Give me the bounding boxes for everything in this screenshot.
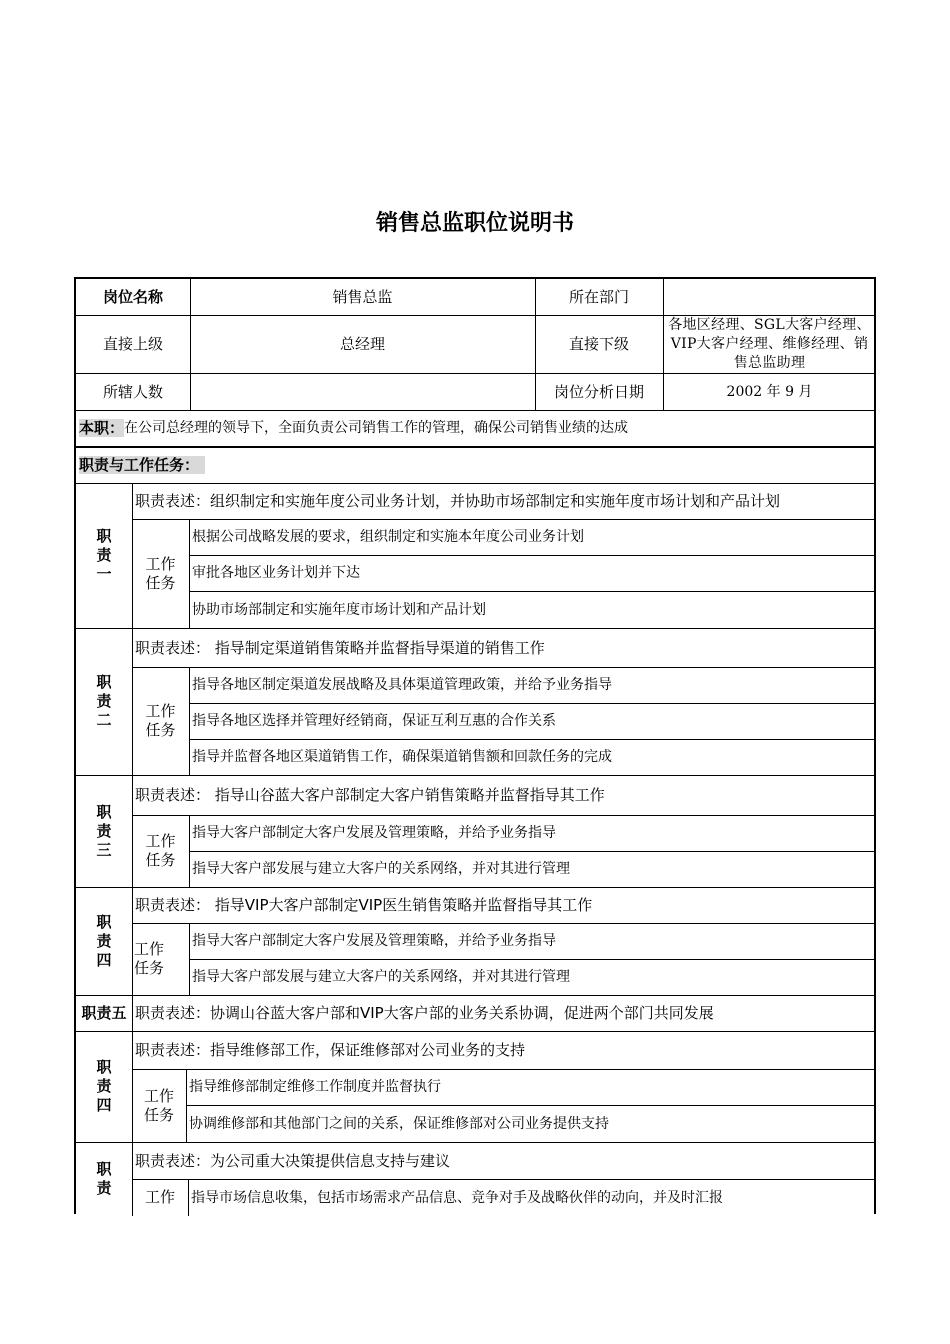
rule xyxy=(189,519,190,628)
resp1-statement: 职责表述：组织制定和实施年度公司业务计划，并协助市场部制定和实施年度市场计划和产品计划 xyxy=(135,492,781,510)
resp1-work-label: 工作 任务 xyxy=(145,554,176,592)
superior-label: 直接上级 xyxy=(102,335,163,353)
rule xyxy=(76,1142,876,1143)
resp3-task-1: 指导大客户部制定大客户发展及管理策略，并给予业务指导 xyxy=(192,825,556,841)
resp5-statement: 职责表述：协调山谷蓝大客户部和VIP大客户部的业务关系协调，促进两个部门共同发展 xyxy=(135,1004,714,1022)
superior-value: 总经理 xyxy=(339,335,385,353)
rule xyxy=(189,667,190,775)
rule xyxy=(132,923,876,924)
rule xyxy=(189,959,876,960)
rule xyxy=(132,519,876,520)
resp6-work-label: 工作 任务 xyxy=(143,1086,174,1124)
section-label: 职责与工作任务： xyxy=(79,456,205,474)
rule xyxy=(132,667,876,668)
job-name-value: 销售总监 xyxy=(332,288,393,306)
rule xyxy=(76,373,876,374)
dept-label: 所在部门 xyxy=(568,288,629,306)
resp2-statement: 职责表述： 指导制定渠道销售策略并监督指导渠道的销售工作 xyxy=(135,638,545,657)
resp7-work-label: 工作 xyxy=(144,1188,175,1206)
resp3-statement: 职责表述： 指导山谷蓝大客户部制定大客户销售策略并监督指导其工作 xyxy=(135,786,605,804)
resp6-task-1: 指导维修部制定维修工作制度并监督执行 xyxy=(189,1079,441,1095)
rule xyxy=(535,279,536,410)
job-description-table xyxy=(74,277,876,1214)
rule xyxy=(76,887,876,888)
rule xyxy=(132,483,133,1216)
resp2-task-2: 指导各地区选择并管理好经销商，保证互利互惠的合作关系 xyxy=(192,713,556,729)
date-value: 2002 年 9 月 xyxy=(726,383,813,400)
section-header xyxy=(76,446,876,483)
document-title: 销售总监职位说明书 xyxy=(375,211,574,236)
rule xyxy=(76,410,876,411)
resp1-task-3: 协助市场部制定和实施年度市场计划和产品计划 xyxy=(192,601,486,618)
rule xyxy=(76,995,876,996)
rule xyxy=(186,1105,876,1106)
resp1-task-1: 根据公司战略发展的要求，组织制定和实施本年度公司业务计划 xyxy=(192,529,584,545)
subordinate-label: 直接下级 xyxy=(568,335,629,353)
resp2-head: 职 责 二 xyxy=(96,673,112,729)
resp2-task-3: 指导并监督各地区渠道销售工作，确保渠道销售额和回款任务的完成 xyxy=(192,749,612,765)
rule xyxy=(76,1031,876,1032)
resp6-head: 职 责 四 xyxy=(96,1058,112,1114)
rule xyxy=(189,591,876,592)
rule xyxy=(76,315,876,316)
resp7-statement: 职责表述：为公司重大决策提供信息支持与建议 xyxy=(135,1151,451,1170)
rule xyxy=(132,1179,876,1180)
rule xyxy=(186,1069,187,1142)
resp1-head: 职 责 一 xyxy=(96,527,112,583)
rule xyxy=(663,279,664,410)
resp4-head: 职 责 四 xyxy=(96,912,112,969)
rule xyxy=(188,1179,189,1216)
resp3-task-2: 指导大客户部发展与建立大客户的关系网络，并对其进行管理 xyxy=(192,861,570,877)
date-label: 岗位分析日期 xyxy=(553,382,644,401)
resp4-task-1: 指导大客户部制定大客户发展及管理策略，并给予业务指导 xyxy=(192,933,556,949)
duty-label: 本职： xyxy=(79,419,125,437)
rule xyxy=(189,555,876,556)
duty-row xyxy=(76,410,876,446)
rule xyxy=(189,739,876,740)
resp2-work-label: 工作 任务 xyxy=(145,702,176,739)
rule xyxy=(189,703,876,704)
job-name-label: 岗位名称 xyxy=(102,288,163,306)
rule xyxy=(76,483,876,484)
resp7-task-1: 指导市场信息收集，包括市场需求产品信息、竞争对手及战略伙伴的动向，并及时汇报 xyxy=(191,1189,723,1206)
resp3-work-label: 工作 任务 xyxy=(145,832,176,869)
rule xyxy=(189,851,876,852)
rule xyxy=(189,815,190,887)
resp3-head: 职 责 三 xyxy=(96,802,112,859)
rule xyxy=(132,815,876,816)
resp5-head: 职责五 xyxy=(81,1004,127,1022)
rule xyxy=(76,628,876,629)
resp4-task-2: 指导大客户部发展与建立大客户的关系网络，并对其进行管理 xyxy=(192,969,570,985)
rule xyxy=(189,923,190,995)
rule xyxy=(76,775,876,776)
rule xyxy=(76,446,876,448)
resp4-work-label: 工作 任务 xyxy=(134,940,165,977)
resp6-task-2: 协调维修部和其他部门之间的关系，保证维修部对公司业务提供支持 xyxy=(189,1115,609,1132)
rule xyxy=(190,279,191,410)
resp1-task-2: 审批各地区业务计划并下达 xyxy=(192,565,360,581)
resp6-statement: 职责表述：指导维修部工作，保证维修部对公司业务的支持 xyxy=(135,1041,526,1059)
headcount-value xyxy=(190,373,535,410)
resp7-head: 职 责 xyxy=(96,1160,112,1197)
headcount-label: 所辖人数 xyxy=(102,382,163,401)
subordinate-value: 各地区经理、SGL大客户经理、VIP大客户经理、维修经理、销售总监助理 xyxy=(668,316,871,371)
dept-value xyxy=(663,279,876,315)
duty-text: 在公司总经理的领导下，全面负责公司销售工作的管理，确保公司销售业绩的达成 xyxy=(124,420,629,436)
rule xyxy=(132,1069,876,1070)
resp2-task-1: 指导各地区制定渠道发展战略及具体渠道管理政策，并给予业务指导 xyxy=(192,677,612,693)
resp4-statement: 职责表述： 指导VIP大客户部制定VIP医生销售策略并监督指导其工作 xyxy=(135,896,593,914)
